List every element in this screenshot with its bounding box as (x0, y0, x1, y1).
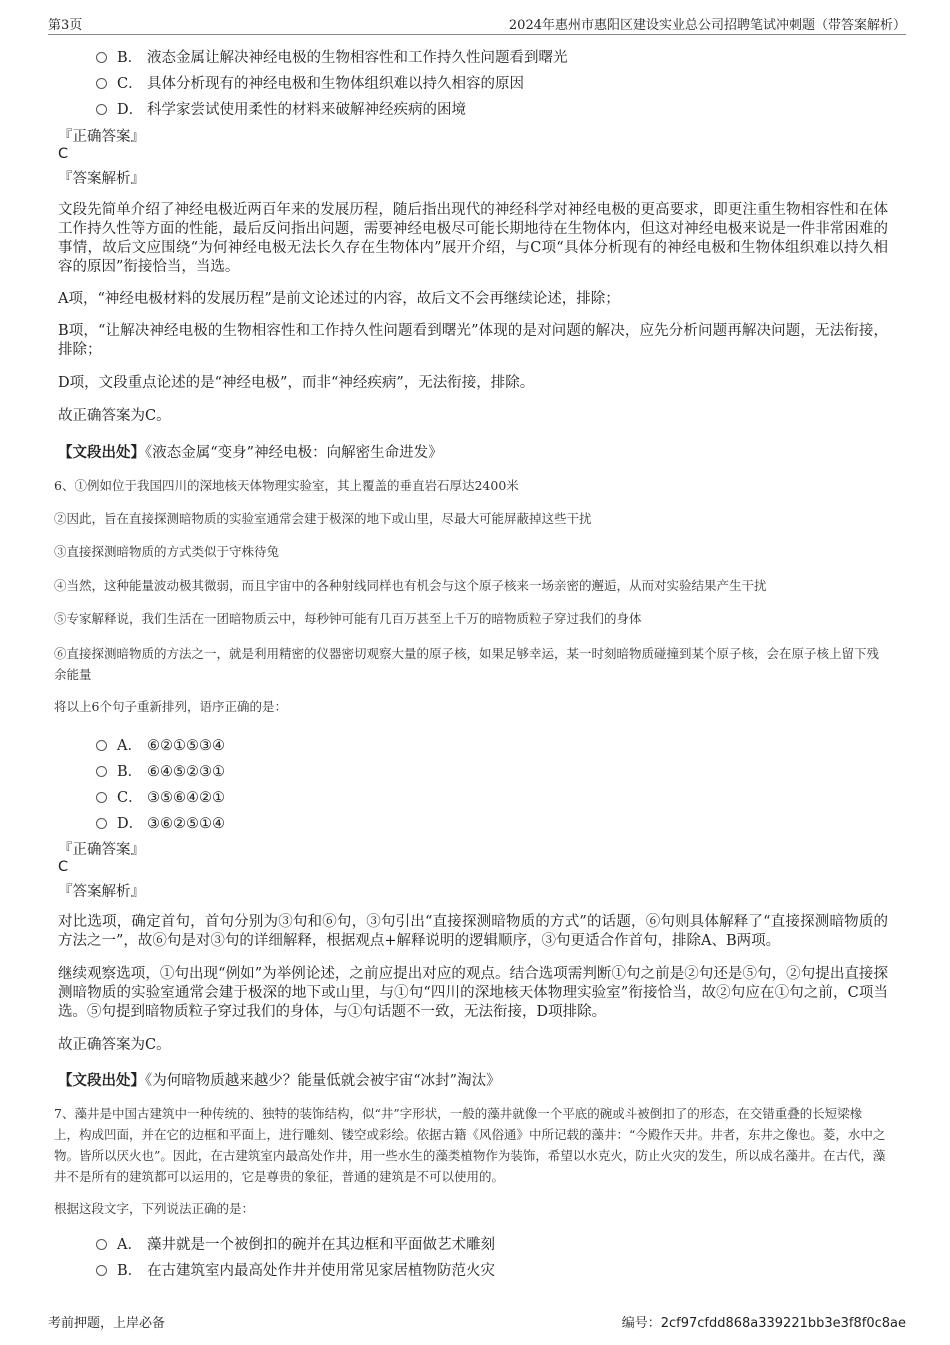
radio-icon[interactable] (96, 818, 107, 829)
q5-analysis-para: 故正确答案为C。 (58, 408, 171, 424)
q6-sentence: ③直接探测暗物质的方式类似于守株待兔 (54, 544, 280, 559)
q5-analysis-para: A项，“神经电极材料的发展历程”是前文论述过的内容，故后文不会再继续论述，排除； (58, 291, 620, 307)
page-number: 第3页 (48, 18, 83, 33)
q6-analysis-para: 继续观察选项，①句出现“例如”为举例论述，之前应提出对应的观点。结合选项需判断①句之前是②句还是⑤句，②句提出直接探测暗物质的实验室通常会建于极深的地下或山里，与①句“四川的深地核天体物理实验室”衔接恰当，故②句应在①句之前，C项当选。⑤句提到暗物质粒子穿过我们的身体，与①句话题不一致，无法衔接，D项排除。 (58, 966, 888, 1020)
q6-source: 【文段出处】《为何暗物质越来越少？能量低就会被宇宙“冰封”淘汰》 (58, 1072, 501, 1089)
radio-icon[interactable] (96, 78, 107, 89)
q6-sentence: ⑥直接探测暗物质的方法之一，就是利用精密的仪器密切观察大量的原子核，如果足够幸运，某一时刻暗物质碰撞到某个原子核，会在原子核上留下残余能量 (54, 646, 880, 682)
q6-option-b[interactable]: B． ⑥④⑤②③① (96, 760, 225, 781)
document-id: 编号：2cf97cfdd868a339221bb3e3f8f0c8ae (621, 1316, 906, 1331)
q6-prompt: 将以上6个句子重新排列，语序正确的是： (54, 699, 287, 714)
q7-option-b[interactable]: B． 在古建筑室内最高处作井并使用常见家居植物防范火灾 (96, 1259, 495, 1280)
q5-analysis-para: B项，“让解决神经电极的生物相容性和工作持久性问题看到曙光”体现的是对问题的解决，应先分析问题再解决问题，无法衔接，排除； (58, 323, 888, 358)
q7-option-a[interactable]: A． 藻井就是一个被倒扣的碗并在其边框和平面做艺术雕刻 (96, 1233, 495, 1254)
footer-slogan: 考前押题，上岸必备 (48, 1316, 166, 1331)
q6-analysis-para: 对比选项，确定首句，首句分别为③句和⑥句，③句引出“直接探测暗物质的方式”的话题，⑥句则具体解释了“直接探测暗物质的方法之一”，故⑥句是对③句的详细解释，根据观点+解释说明的逻辑顺序，③句更适合作首句，排除A、B两项。 (58, 914, 888, 949)
q6-option-d[interactable]: D． ③⑥②⑤①④ (96, 812, 225, 833)
radio-icon[interactable] (96, 740, 107, 751)
q5-option-b[interactable]: B． 液态金属让解决神经电极的生物相容性和工作持久性问题看到曙光 (96, 46, 568, 67)
page-header (48, 12, 906, 35)
q5-analysis-para: D项，文段重点论述的是“神经电极”，而非“神经疾病”，无法衔接，排除。 (58, 375, 535, 391)
radio-icon[interactable] (96, 792, 107, 803)
radio-icon[interactable] (96, 1239, 107, 1250)
q5-answer: C (58, 146, 69, 162)
q7-stem: 7、藻井是中国古建筑中一种传统的、独特的装饰结构，似“井”字形状，一般的藻井就像一个平底的碗或斗被倒扣了的形态，在交错重叠的长短梁椽上，构成凹面，并在它的边框和平面上，进行雕刻、镂空或彩绘。依据古籍《风俗通》中所记载的藻井：“今殿作天井。井者，东井之像也。菱，水中之物。皆所以厌火也”。因此，在古建筑室内最高处作井，用一些水生的藻类植物作为装饰，希望以水克火，防止火灾的发生，所以成名藻井。在古代，藻井不是所有的建筑都可以运用的，它是尊贵的象征，普通的建筑是不可以使用的。 (54, 1106, 886, 1184)
q6-analysis-label: 『答案解析』 (58, 884, 145, 900)
q6-sentence: ②因此，旨在直接探测暗物质的实验室通常会建于极深的地下或山里，尽最大可能屏蔽掉这些干扰 (54, 511, 592, 526)
q6-answer: C (58, 859, 69, 875)
q6-sentence: ④当然，这种能量波动极其微弱，而且宇宙中的各种射线同样也有机会与这个原子核来一场亲密的邂逅，从而对实验结果产生干扰 (54, 578, 767, 593)
radio-icon[interactable] (96, 766, 107, 777)
q5-analysis-label: 『答案解析』 (58, 171, 145, 187)
q5-answer-label: 『正确答案』 (58, 129, 145, 145)
q5-analysis-para: 文段先简单介绍了神经电极近两百年来的发展历程，随后指出现代的神经科学对神经电极的更高要求，即更注重生物相容性和在体工作持久性等方面的性能，最后反问指出问题，需要神经电极尽可能长期地待在生物体内，但这对神经电极来说是一件非常困难的事情，故后文应围绕“为何神经电极无法长久存在生物体内”展开介绍，与C项“具体分析现有的神经电极和生物体组织难以持久相容的原因”衔接恰当，当选。 (58, 202, 888, 275)
radio-icon[interactable] (96, 104, 107, 115)
q6-option-a[interactable]: A． ⑥②①⑤③④ (96, 734, 225, 755)
q5-option-d[interactable]: D． 科学家尝试使用柔性的材料来破解神经疾病的困境 (96, 98, 466, 119)
q5-source: 【文段出处】《液态金属“变身”神经电极：向解密生命进发》 (58, 444, 443, 461)
q6-option-c[interactable]: C． ③⑤⑥④②① (96, 786, 225, 807)
q6-sentence: 6、①例如位于我国四川的深地核天体物理实验室，其上覆盖的垂直岩石厚达2400米 (54, 478, 519, 493)
q6-sentence: ⑤专家解释说，我们生活在一团暗物质云中，每秒钟可能有几百万甚至上千万的暗物质粒子穿过我们的身体 (54, 611, 642, 626)
radio-icon[interactable] (96, 1265, 107, 1276)
document-title: 2024年惠州市惠阳区建设实业总公司招聘笔试冲刺题（带答案解析） (508, 18, 906, 33)
q6-answer-label: 『正确答案』 (58, 842, 145, 858)
q6-analysis-para: 故正确答案为C。 (58, 1037, 171, 1053)
q5-option-c[interactable]: C． 具体分析现有的神经电极和生物体组织难以持久相容的原因 (96, 72, 524, 93)
radio-icon[interactable] (96, 52, 107, 63)
q7-prompt: 根据这段文字，下列说法正确的是： (54, 1201, 255, 1216)
